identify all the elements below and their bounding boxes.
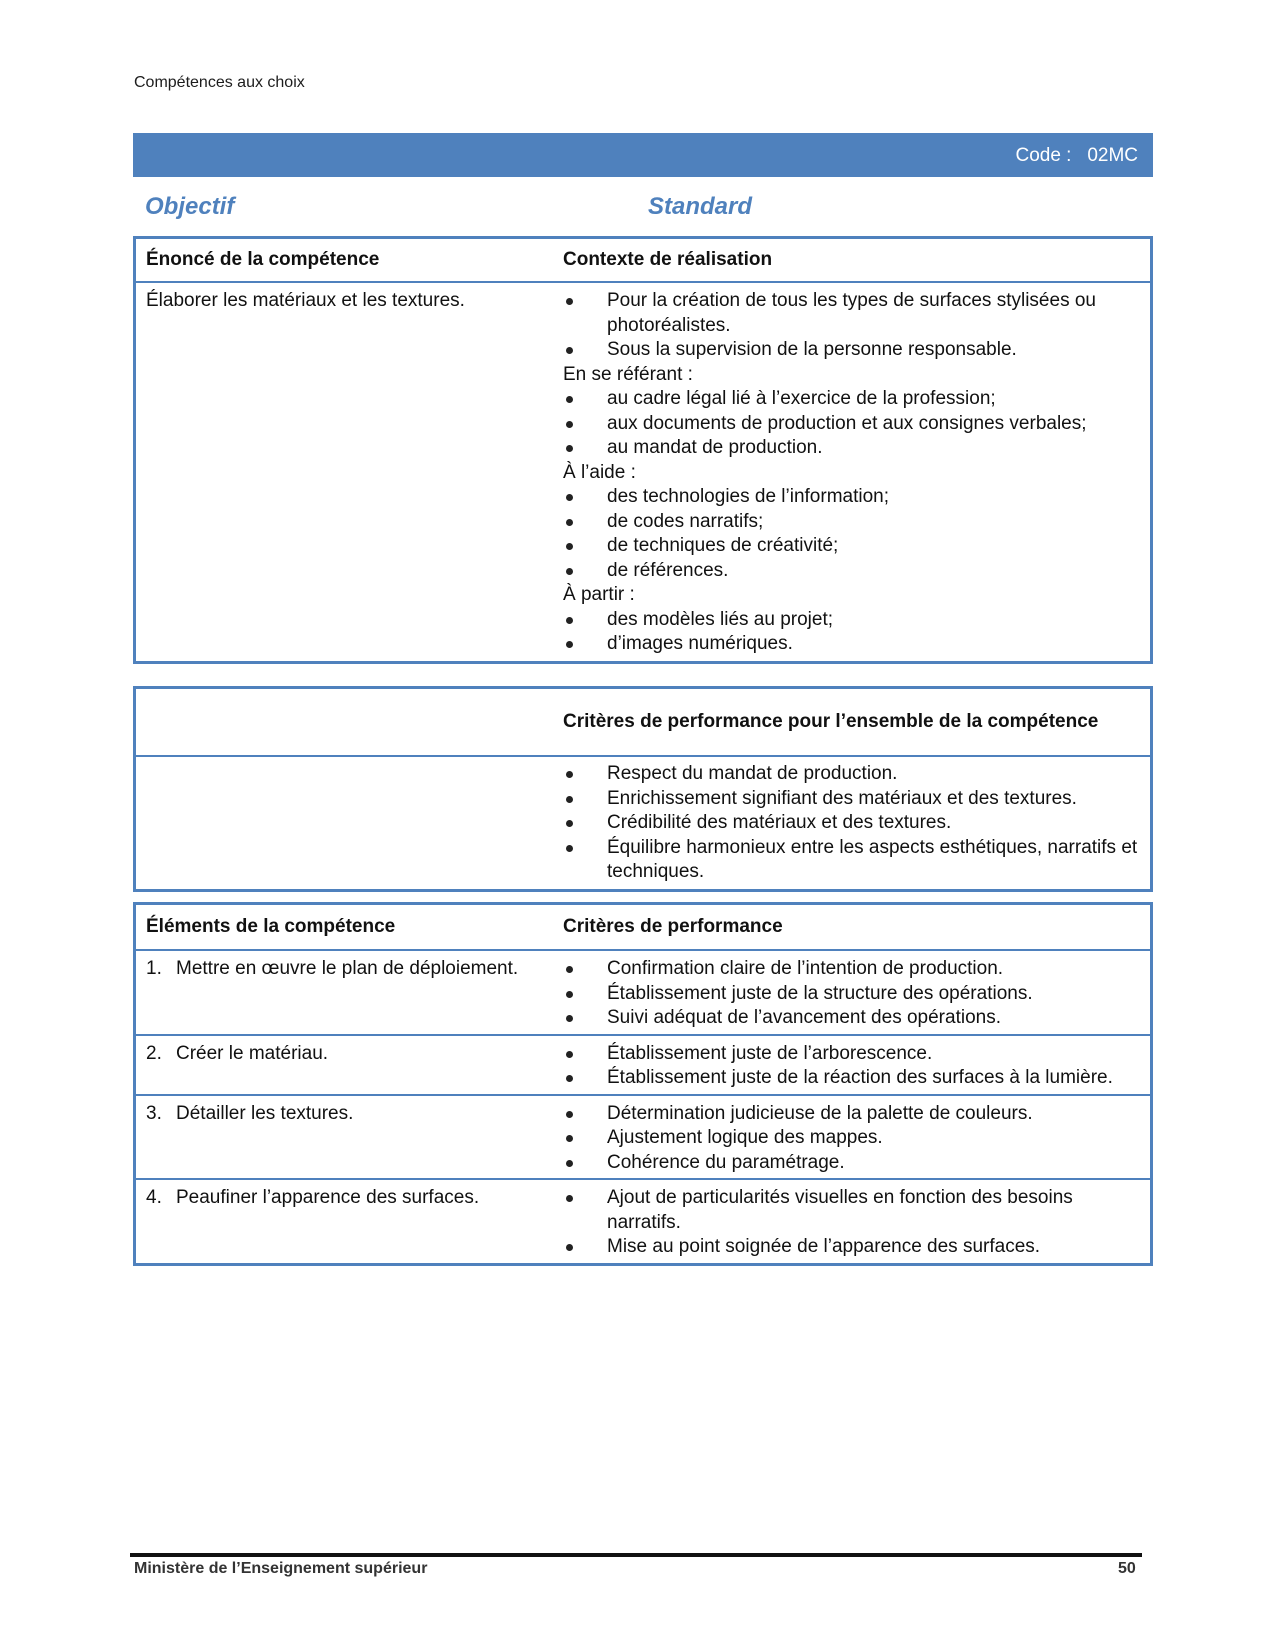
enonce-header: Énoncé de la compétence <box>146 249 380 270</box>
contexte-item: aux documents de production et aux consignes verbales; <box>563 412 1142 437</box>
objectif-heading: Objectif <box>145 193 235 220</box>
element-text: 4. Peaufiner l’apparence des surfaces. <box>136 1186 563 1260</box>
section-title: Compétences aux choix <box>134 74 305 91</box>
page-number: 50 <box>1118 1560 1136 1577</box>
elements-table-header <box>136 905 1150 949</box>
element-row <box>136 1094 1150 1179</box>
criterion-item: Détermination judicieuse de la palette de couleurs. <box>563 1102 1142 1127</box>
contexte-header: Contexte de réalisation <box>563 249 773 270</box>
footer-ministry: Ministère de l’Enseignement supérieur <box>134 1560 428 1577</box>
element-row <box>136 1034 1150 1094</box>
element-text: 2. Créer le matériau. <box>136 1042 563 1091</box>
contexte-item: des technologies de l’information; <box>563 485 1142 510</box>
contexte-label: À l’aide : <box>563 461 636 483</box>
element-text: 3. Détailler les textures. <box>136 1102 563 1176</box>
code-bar <box>133 133 1153 177</box>
element-row <box>136 1178 1150 1263</box>
contexte-item: au mandat de production. <box>563 436 1142 461</box>
criterion-item: Établissement juste de l’arborescence. <box>563 1042 1142 1067</box>
enonce-table-header <box>136 239 1150 281</box>
contexte-item: de techniques de créativité; <box>563 534 1142 559</box>
criterion-item: Suivi adéquat de l’avancement des opérations. <box>563 1006 1142 1031</box>
element-number: 3. <box>146 1102 162 1124</box>
enonce-table-body <box>136 281 1150 661</box>
enonce-table <box>133 236 1153 664</box>
footer-divider <box>130 1553 1142 1557</box>
code-value: 02MC <box>1087 145 1138 166</box>
element-number: 1. <box>146 958 162 979</box>
ensemble-criteria-header: Critères de performance pour l’ensemble de la compétence <box>563 711 1099 732</box>
performance-header: Critères de performance <box>563 916 783 937</box>
ensemble-criteria-table <box>133 686 1153 892</box>
element-criteria <box>563 957 1150 1031</box>
element-criteria <box>563 1186 1150 1260</box>
contexte-item: Sous la supervision de la personne responsable. <box>563 338 1142 363</box>
contexte-label: À partir : <box>563 584 635 605</box>
contexte-list <box>563 289 1150 657</box>
elements-header: Éléments de la compétence <box>146 916 396 937</box>
element-row <box>136 949 1150 1034</box>
ensemble-criteria-list <box>563 762 1150 885</box>
contexte-item: d’images numériques. <box>563 632 1142 657</box>
standard-heading: Standard <box>648 193 753 220</box>
code-label: Code : 02MC <box>1015 145 1138 166</box>
criterion-item: Établissement juste de la structure des opérations. <box>563 982 1142 1007</box>
element-number: 2. <box>146 1042 162 1064</box>
ensemble-criteria-header-row <box>136 689 1150 755</box>
element-text: 1. Mettre en œuvre le plan de déploiement. <box>136 957 563 1031</box>
criterion-item: Équilibre harmonieux entre les aspects esthétiques, narratifs et techniques. <box>563 836 1142 885</box>
element-criteria <box>563 1102 1150 1176</box>
criterion-item: Crédibilité des matériaux et des textures. <box>563 811 1142 836</box>
criterion-item: Confirmation claire de l’intention de production. <box>563 957 1142 982</box>
element-criteria <box>563 1042 1150 1091</box>
criterion-item: Ajustement logique des mappes. <box>563 1126 1142 1151</box>
criterion-item: Ajout de particularités visuelles en fonction des besoins narratifs. <box>563 1186 1142 1235</box>
elements-table <box>133 902 1153 1266</box>
criterion-item: Mise au point soignée de l’apparence des surfaces. <box>563 1235 1142 1260</box>
ensemble-criteria-body <box>136 755 1150 889</box>
criterion-item: Établissement juste de la réaction des surfaces à la lumière. <box>563 1066 1142 1091</box>
enonce-text: Élaborer les matériaux et les textures. <box>146 290 465 311</box>
contexte-item: au cadre légal lié à l’exercice de la profession; <box>563 387 1142 412</box>
contexte-item: des modèles liés au projet; <box>563 608 1142 633</box>
criterion-item: Cohérence du paramétrage. <box>563 1151 1142 1176</box>
criterion-item: Enrichissement signifiant des matériaux et des textures. <box>563 787 1142 812</box>
contexte-item: Pour la création de tous les types de surfaces stylisées ou photoréalistes. <box>563 289 1142 338</box>
contexte-label: En se référant : <box>563 363 693 385</box>
element-number: 4. <box>146 1187 162 1208</box>
contexte-item: de références. <box>563 559 1142 584</box>
contexte-item: de codes narratifs; <box>563 510 1142 535</box>
criterion-item: Respect du mandat de production. <box>563 762 1142 787</box>
